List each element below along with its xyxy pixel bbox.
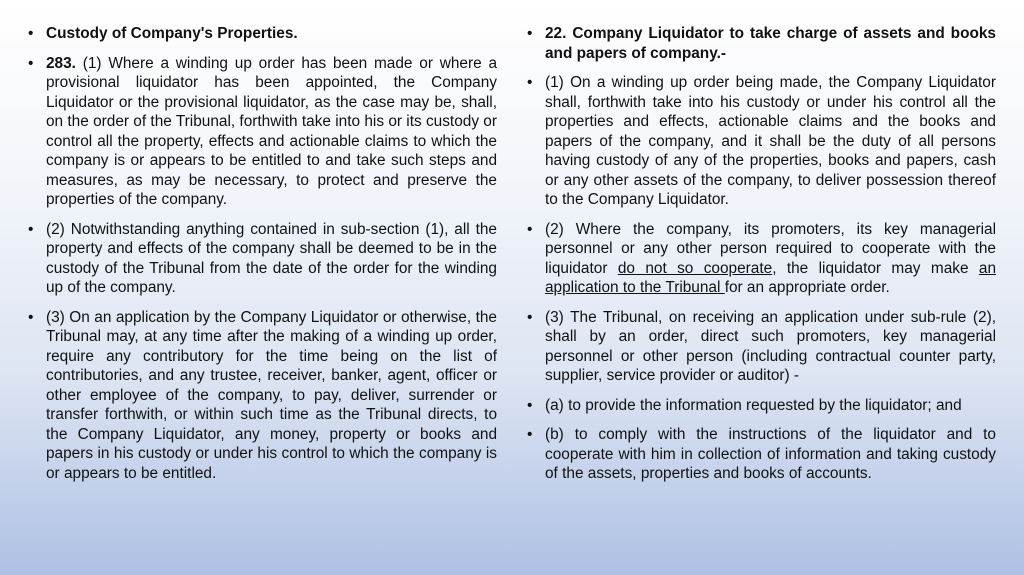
left-column	[28, 24, 497, 493]
list-item	[527, 220, 996, 298]
list-item	[527, 425, 996, 484]
right-column	[527, 24, 996, 494]
list-item	[527, 73, 996, 210]
section-heading: Custody of Company's Properties.	[46, 25, 298, 42]
left-bullet-list	[28, 24, 497, 483]
rule-text: (2) Where the company, its promoters, its key managerial personnel or any other person required to cooperate with the liquidator	[545, 220, 996, 277]
list-item	[527, 24, 996, 63]
list-item	[28, 308, 497, 484]
section-number: 283.	[46, 54, 76, 72]
rule-text: , the liquidator may make	[772, 259, 979, 277]
rule-text: (3) The Tribunal, on receiving an application under sub-rule (2), shall by an order, direct such promoters, key managerial personnel or other person (including contractual counter party, supplier, service provider or auditor) -	[545, 308, 996, 384]
underlined-text: do not so cooperate	[617, 259, 773, 277]
section-text: (2) Notwithstanding anything contained in sub-section (1), all the property and effects of the company shall be deemed to be in the custody of the Tribunal from the date of the order for the winding up of the company.	[46, 220, 497, 296]
list-item	[527, 308, 996, 386]
section-text: (3) On an application by the Company Liquidator or otherwise, the Tribunal may, at any time after the making of a winding up order, require any contributory for the time being on the list of contributories, and any trustee, receiver, banker, agent, officer or other employee of the company, to pay, deliver, surrender or transfer forthwith, or within such time as the Tribunal directs, to the Company Liquidator, any money, property or books and papers in his custody or under his control to which the company is or appears to be entitled.	[46, 308, 497, 482]
list-item	[527, 396, 996, 416]
rule-text: for an appropriate order.	[724, 279, 890, 296]
rule-heading: 22. Company Liquidator to take charge of assets and books and papers of company.-	[545, 25, 996, 62]
underlined-text: an application to the Tribunal	[545, 259, 997, 296]
right-bullet-list	[527, 24, 996, 484]
list-item	[28, 54, 497, 210]
rule-text: (b) to comply with the instructions of the liquidator and to cooperate with him in collection of information and taking custody of the assets, properties and books of accounts.	[545, 426, 996, 482]
section-text: (1) Where a winding up order has been made or where a provisional liquidator has been appointed, the Company Liquidator or the provisional liquidator, as the case may be, shall, on the order of the Tribunal, forthwith take into his or its custody or control all the property, effects and actionable claims to which the company is or appears to be entitled to and take such steps and measures, as may be necessary, to protect and preserve the properties of the company.	[46, 54, 497, 208]
rule-text: (1) On a winding up order being made, the Company Liquidator shall, forthwith take into his custody or under his control all the properties and effects, actionable claims and the books and papers of the company, and it shall be the duty of all persons having custody of any of the properties, books and papers, cash or any other assets of the company, to deliver possession thereof to the Company Liquidator.	[545, 74, 996, 208]
rule-text: (a) to provide the information requested by the liquidator; and	[545, 396, 962, 414]
list-item	[28, 24, 497, 44]
list-item	[28, 220, 497, 298]
